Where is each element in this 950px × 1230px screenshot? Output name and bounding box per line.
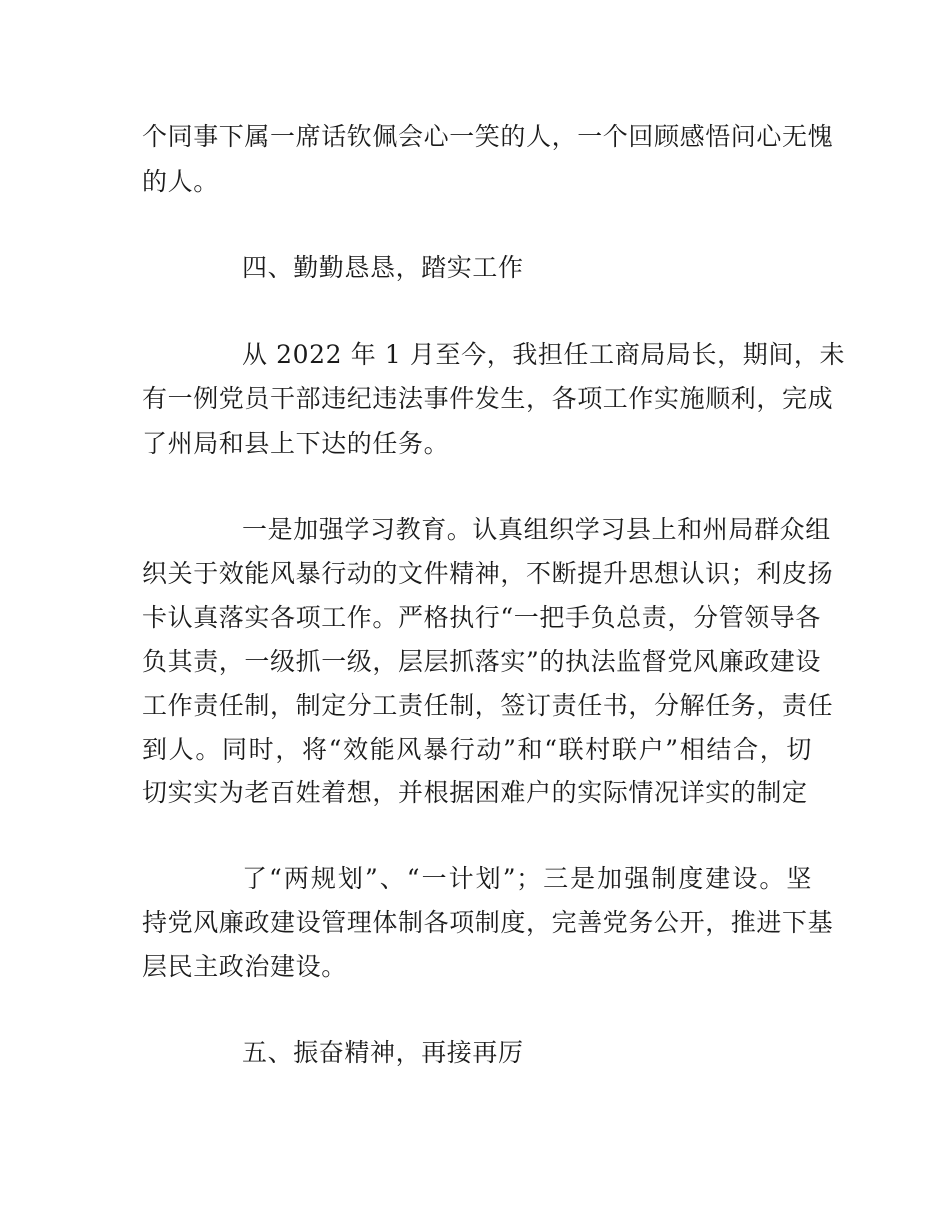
paragraph-line: 了州局和县上下达的任务。 bbox=[142, 429, 450, 458]
section-heading: 四、勤勤恳恳，踏实工作 bbox=[242, 253, 524, 282]
paragraph-line: 切实实为老百姓着想，并根据困难户的实际情况详实的制定 bbox=[142, 778, 808, 807]
paragraph-line: 卡认真落实各项工作。严格执行“一把手负总责，分管领导各 bbox=[142, 603, 821, 632]
paragraph-line: 持党风廉政建设管理体制各项制度，完善党务公开，推进下基 bbox=[142, 908, 834, 937]
paragraph-line: 从 2022 年 1 月至今，我担任工商局局长，期间，未 bbox=[242, 340, 846, 369]
paragraph-line: 了“两规划”、“一计划”；三是加强制度建设。坚 bbox=[242, 864, 812, 893]
section-heading: 五、振奋精神，再接再厉 bbox=[242, 1038, 524, 1067]
paragraph-line: 有一例党员干部违纪违法事件发生，各项工作实施顺利，完成 bbox=[142, 384, 834, 413]
paragraph-line: 的人。 bbox=[142, 167, 219, 196]
paragraph-line: 一是加强学习教育。认真组织学习县上和州局群众组 bbox=[242, 515, 831, 544]
paragraph-line: 个同事下属一席话钦佩会心一笑的人，一个回顾感悟问心无愧 bbox=[142, 122, 834, 151]
paragraph-line: 层民主政治建设。 bbox=[142, 952, 347, 981]
paragraph-line: 工作责任制，制定分工责任制，签订责任书，分解任务，责任 bbox=[142, 691, 834, 720]
paragraph-line: 负其责，一级抓一级，层层抓落实”的执法监督党风廉政建设 bbox=[142, 647, 821, 676]
paragraph-line: 织关于效能风暴行动的文件精神，不断提升思想认识；利皮扬 bbox=[142, 559, 834, 588]
paragraph-line: 到人。同时，将“效能风暴行动”和“联村联户”相结合，切 bbox=[142, 735, 812, 764]
